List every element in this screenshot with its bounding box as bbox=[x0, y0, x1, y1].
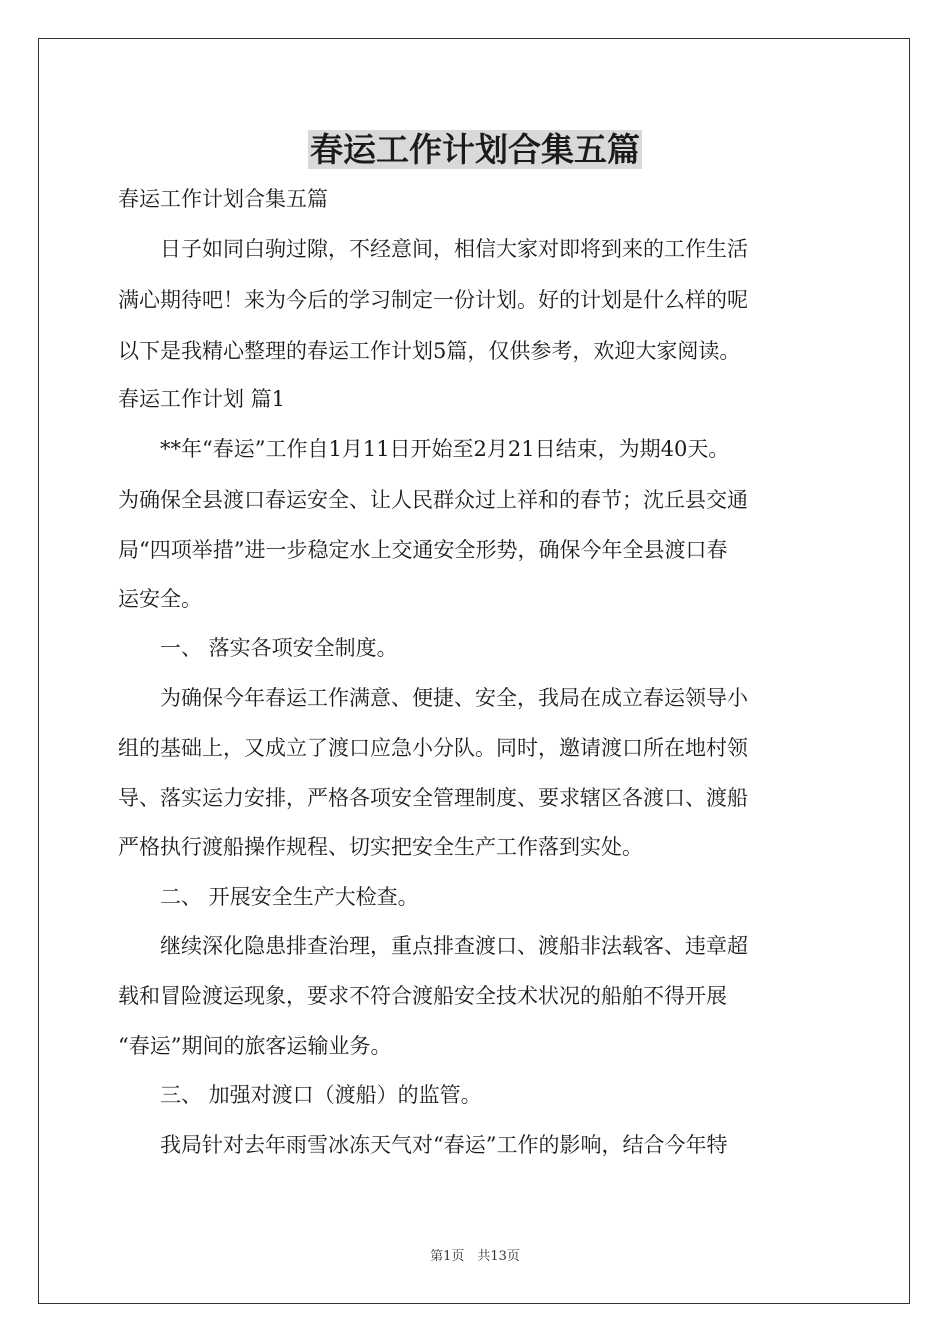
body-line: 运安全。 bbox=[118, 587, 202, 611]
document-title bbox=[0, 125, 950, 175]
body-line: 导、落实运力安排，严格各项安全管理制度、要求辖区各渡口、渡船 bbox=[118, 786, 748, 810]
page-number-footer: 第1页 共13页 bbox=[430, 1249, 520, 1264]
body-line: 继续深化隐患排查治理，重点排查渡口、渡船非法载客、违章超 bbox=[118, 934, 748, 958]
body-line: 局“四项举措”进一步稳定水上交通安全形势，确保今年全县渡口春 bbox=[118, 538, 728, 562]
body-line: **年“春运”工作自1月11日开始至2月21日结束，为期40天。 bbox=[118, 437, 730, 461]
body-line: “春运”期间的旅客运输业务。 bbox=[118, 1034, 392, 1058]
subsection-heading: 三、 加强对渡口（渡船）的监管。 bbox=[118, 1083, 482, 1107]
body-line: 以下是我精心整理的春运工作计划5篇，仅供参考，欢迎大家阅读。 bbox=[118, 339, 741, 363]
body-line: 我局针对去年雨雪冰冻天气对“春运”工作的影响，结合今年特 bbox=[118, 1133, 728, 1157]
section-heading: 春运工作计划 篇1 bbox=[118, 387, 286, 411]
subsection-heading: 一、 落实各项安全制度。 bbox=[118, 636, 398, 660]
body-line: 为确保全县渡口春运安全、让人民群众过上祥和的春节；沈丘县交通 bbox=[118, 488, 748, 512]
document-title-text: 春运工作计划合集五篇 bbox=[310, 130, 640, 169]
page-border bbox=[38, 38, 910, 1304]
body-line: 载和冒险渡运现象，要求不符合渡船安全技术状况的船舶不得开展 bbox=[118, 984, 727, 1008]
body-line: 组的基础上，又成立了渡口应急小分队。同时，邀请渡口所在地村领 bbox=[118, 736, 748, 760]
body-line: 为确保今年春运工作满意、便捷、安全，我局在成立春运领导小 bbox=[118, 686, 748, 710]
body-line: 严格执行渡船操作规程、切实把安全生产工作落到实处。 bbox=[118, 835, 643, 859]
subsection-heading: 二、 开展安全生产大检查。 bbox=[118, 885, 419, 909]
body-line: 日子如同白驹过隙，不经意间，相信大家对即将到来的工作生活 bbox=[118, 237, 748, 261]
body-line: 满心期待吧！来为今后的学习制定一份计划。好的计划是什么样的呢 bbox=[118, 288, 748, 312]
subtitle-line: 春运工作计划合集五篇 bbox=[118, 187, 328, 211]
